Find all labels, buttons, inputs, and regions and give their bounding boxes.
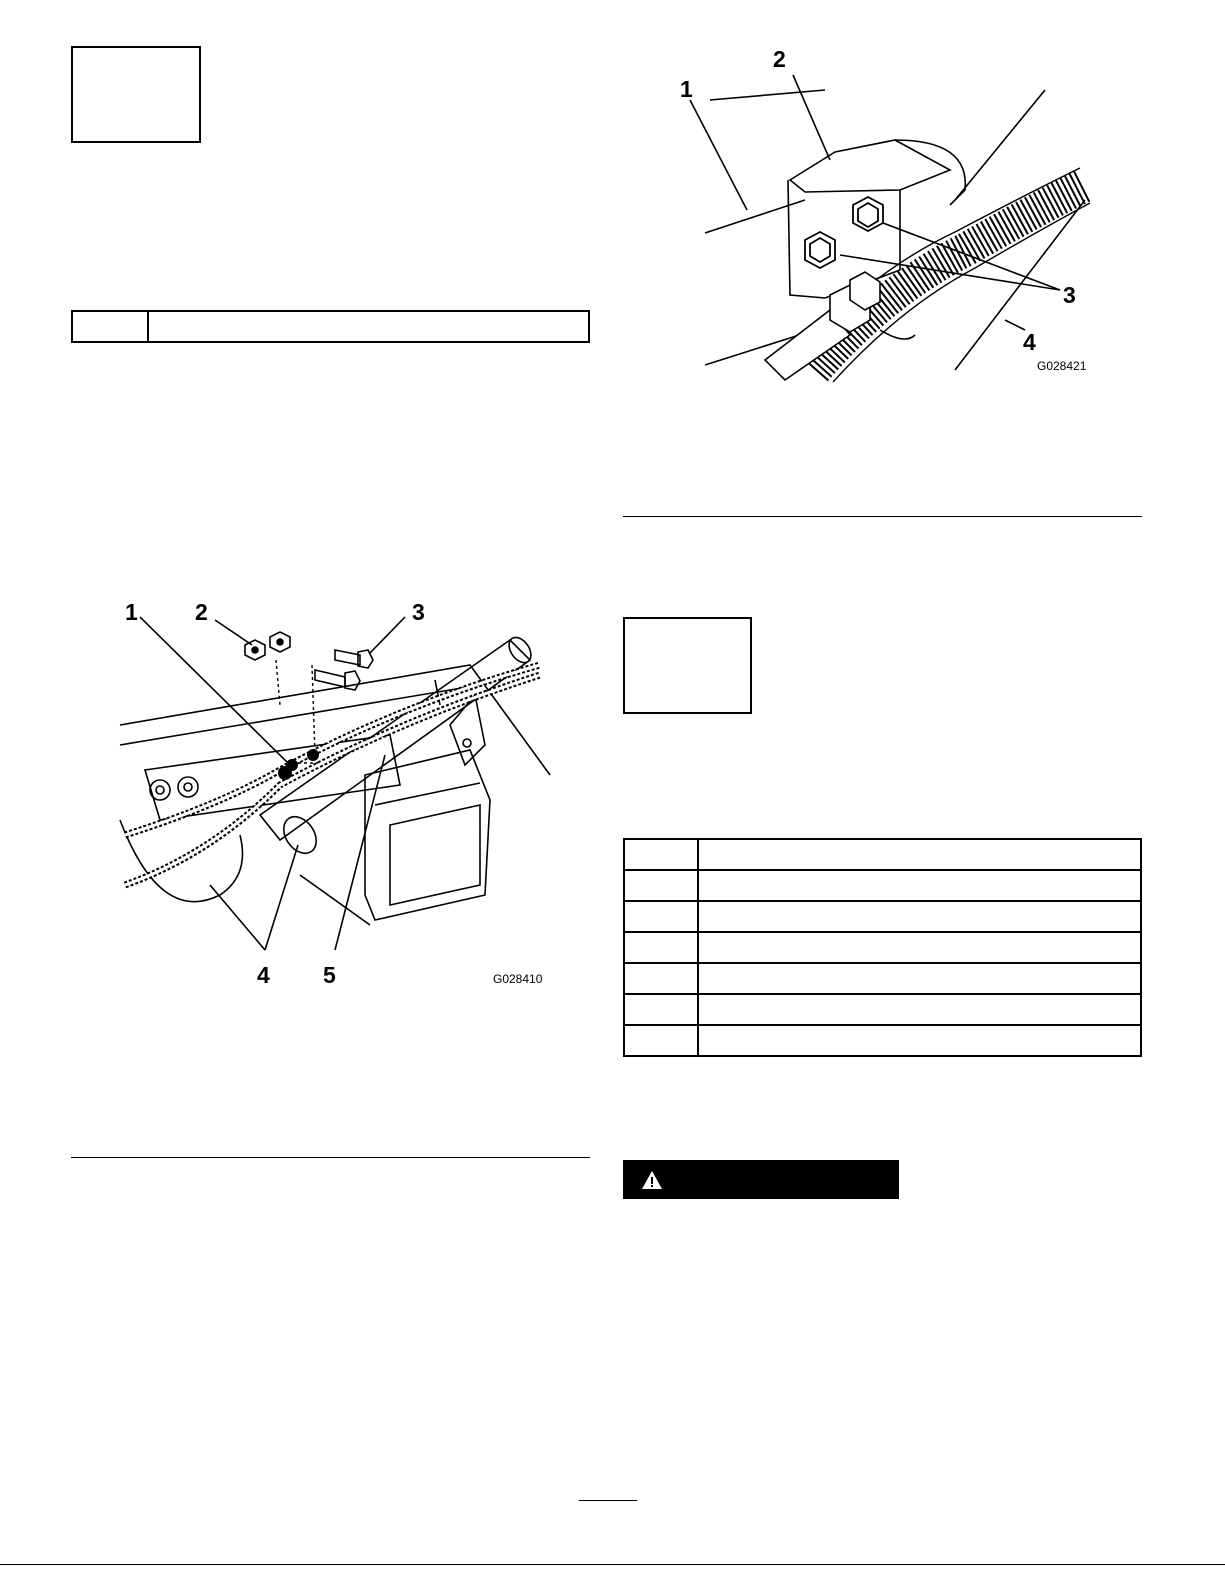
table-row bbox=[72, 311, 589, 342]
callout-1: 1 bbox=[680, 76, 693, 102]
table-row bbox=[624, 839, 1141, 870]
table-row bbox=[624, 870, 1141, 901]
step-number-box-left bbox=[71, 46, 201, 143]
callout-4: 4 bbox=[1023, 329, 1036, 355]
figure-hose-clamp-installation bbox=[100, 595, 560, 995]
figure-id: G028421 bbox=[1037, 359, 1087, 373]
callout-2: 2 bbox=[195, 599, 208, 625]
step-number-box-right bbox=[623, 617, 752, 714]
section-divider-left bbox=[71, 1157, 590, 1158]
footer-rule bbox=[0, 1564, 1225, 1565]
figure-bracket-bolts-detail bbox=[665, 40, 1105, 380]
table-cell-description bbox=[148, 311, 589, 342]
parts-table-left bbox=[71, 310, 590, 343]
table-row bbox=[624, 963, 1141, 994]
callout-3: 3 bbox=[1063, 282, 1076, 308]
callout-2: 2 bbox=[773, 46, 786, 72]
table-cell-qty bbox=[72, 311, 148, 342]
warning-banner bbox=[623, 1160, 899, 1199]
callout-3: 3 bbox=[412, 599, 425, 625]
page-number-underline bbox=[579, 1500, 637, 1501]
figure-id: G028410 bbox=[493, 972, 543, 986]
table-row bbox=[624, 901, 1141, 932]
callout-1: 1 bbox=[125, 599, 138, 625]
table-row bbox=[624, 994, 1141, 1025]
warning-triangle-icon bbox=[641, 1170, 663, 1190]
section-divider-right bbox=[623, 516, 1142, 517]
parts-table-right bbox=[623, 838, 1142, 1057]
table-row bbox=[624, 932, 1141, 963]
callout-4: 4 bbox=[257, 962, 270, 988]
table-row bbox=[624, 1025, 1141, 1056]
callout-5: 5 bbox=[323, 962, 336, 988]
